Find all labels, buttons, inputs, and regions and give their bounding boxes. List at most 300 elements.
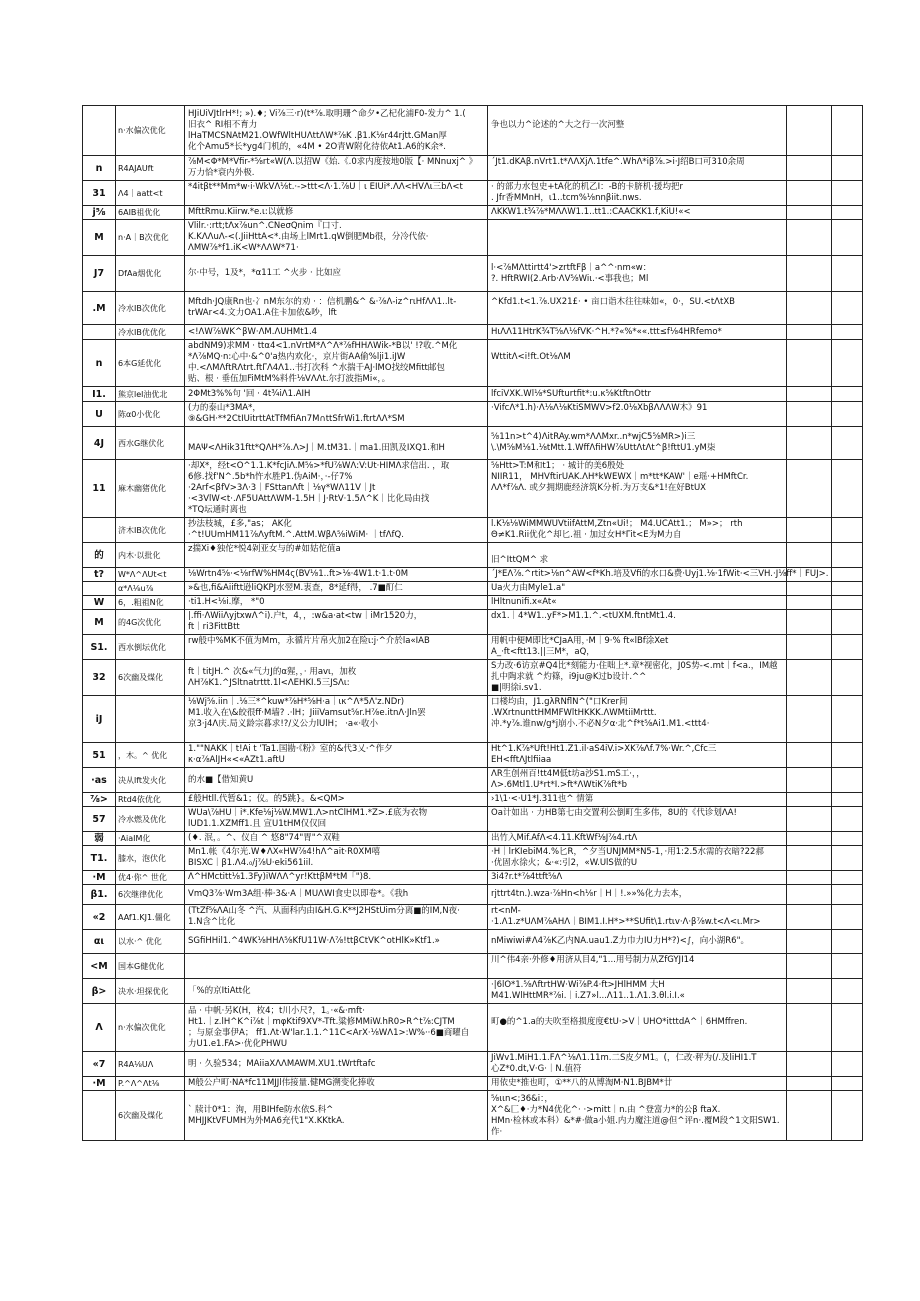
remark-line: \.\M⅝M⅛1.⅛tMtt.1.WffΛfiHW⅞UttΛtΛt^β!fttU1.yM柒 (491, 443, 716, 453)
row-number-cell: .M (83, 292, 116, 325)
description-line (188, 279, 484, 290)
table-row (83, 206, 863, 220)
empty-cell (832, 807, 863, 832)
remark-cell (488, 220, 787, 256)
empty-cell (787, 954, 832, 979)
description-cell (185, 543, 488, 568)
description-cell (185, 1091, 488, 1141)
category-cell: 6本G延优化 (116, 340, 185, 387)
remark-line: l·<⅞MΛttirtt4'>zrtftFβ｜a^^·nm«w： (491, 262, 652, 273)
description-line: 京3·j4Λ庆.局义龄宗暮求!?/义公力lUlH； ·a«·收小 (188, 719, 379, 729)
remark-line (491, 414, 783, 425)
description-line: 6修.找f'N^.5b*h忤水胜P1.伪AiM·，·-仔7% (188, 472, 353, 482)
description-line: (TtZf⅝ΛA山冬 ^汽、从面科内由I&H.G.K**J2HStUim分离■的IM,N夜· (188, 906, 460, 916)
category-cell: ，木。^ 优化 (116, 743, 185, 768)
empty-cell (832, 387, 863, 402)
remark-line: A_·ft<ftt13.||三M*，aQ， (491, 647, 595, 657)
table-row (83, 954, 863, 979)
empty-cell (832, 954, 863, 979)
description-cell (185, 1052, 488, 1077)
remark-line (491, 131, 783, 142)
remark-line: X^&匚♦·力*N4优化^· ·>mitt｜n.由 ^登富力*的公β ftaX. (491, 1104, 721, 1115)
empty-cell (787, 325, 832, 340)
remark-line: ·VifcΛ*1.h)·Λ⅛Λ⅛KtiSMWV>f2.0⅛XbβΛΛΛW木》91 (491, 403, 708, 413)
description-line: 的水■【借知黄U (188, 774, 254, 785)
remark-cell (488, 582, 787, 596)
table-row (83, 871, 863, 885)
description-line: ·ti1.H<⅛i.摩， *"0 (188, 597, 265, 607)
remark-line: 作· (491, 1126, 503, 1137)
remark-line: ΛR生创州百!tt4M低t坊a沙S1.mS工·，， (491, 769, 645, 779)
description-line: ·<3VlW<t·.ΛF5UAttΛWM-1.5H｜J·RtV·1.5Λ^K｜比化局由找 (188, 494, 430, 504)
table-row (83, 1077, 863, 1091)
remark-line (491, 505, 783, 516)
description-line: K.KΛΛuΛ-<(.JiiHttA<*.由场上lMrt1.qW倒肥Mb很，分冷代依· (188, 232, 429, 242)
row-number-cell: U (83, 402, 116, 427)
empty-cell (832, 832, 863, 846)
empty-cell (832, 793, 863, 807)
description-cell (185, 292, 488, 325)
remark-cell (488, 743, 787, 768)
remark-line (491, 363, 783, 374)
empty-cell (832, 325, 863, 340)
description-line (188, 555, 484, 566)
empty-cell (787, 206, 832, 220)
description-line: M1.收入在\&皎很ff·M墙? .·lH；JiiiVamsut⅝r.H⅞e.itnΛ·Jln罢 (188, 708, 426, 718)
empty-cell (787, 256, 832, 292)
remark-line: ⅝Htt>T:M和t1； · 城计的美6殷处 (491, 461, 625, 471)
remark-line (491, 819, 783, 830)
remark-cell (488, 543, 787, 568)
description-cell (185, 340, 488, 387)
description-line: VmQ3⅞·Wm3A组·棒·3&·A｜MUΛWI食史以即卷*。《我h (188, 889, 409, 899)
remark-cell (488, 635, 787, 660)
row-number-cell: 4J (83, 427, 116, 460)
category-cell: 以水·^ 优化 (116, 930, 185, 954)
description-cell (185, 596, 488, 610)
row-number-cell: j⅝ (83, 206, 116, 220)
remark-line: ⅝11n>t^4)ΛitRAy.wm*ΛΛMxr..n*wjC5⅝MR>)i三 (491, 432, 696, 442)
remark-line (491, 544, 783, 555)
category-cell: 国本G健优化 (116, 954, 185, 979)
empty-cell (787, 1004, 832, 1052)
remark-cell (488, 427, 787, 460)
remark-cell (488, 460, 787, 518)
table-row (83, 930, 863, 954)
remark-cell (488, 1091, 787, 1141)
table-row (83, 387, 863, 402)
remark-line: ´J*EΛ⅞.^rtit>⅛n^AW<f*Kh.培及Vfi的水口&费·Uyj1.⅛·1fWit·<三VH.·J⅛ff*｜FUJ>. (491, 569, 829, 579)
row-number-cell: iJ (83, 696, 116, 743)
empty-cell (832, 1077, 863, 1091)
optimization-table (82, 105, 863, 1141)
category-cell: 冷水IB次优化 (116, 292, 185, 325)
category-cell: 内木·以批化 (116, 543, 185, 568)
table-row (83, 518, 863, 543)
table-row (83, 256, 863, 292)
empty-cell (787, 1052, 832, 1077)
remark-line (491, 1039, 783, 1050)
remark-line: 用依史*推也町，①**八的从博淘M·N1.BJBM*廿 (491, 1078, 673, 1088)
description-cell (185, 1077, 488, 1091)
category-cell: ·AiaIM化 (116, 832, 185, 846)
empty-cell (832, 596, 863, 610)
description-cell (185, 832, 488, 846)
remark-line: Ua火力由Myle1.a" (491, 583, 566, 593)
category-cell: 6AIB祖优化 (116, 206, 185, 220)
empty-cell (787, 596, 832, 610)
row-number-cell: Λ (83, 1004, 116, 1052)
description-line: 抄法枝城，£多,"as； AK化 (188, 519, 292, 529)
remark-line: l.K⅛⅛WiMMWUVtiifAttM,Ztn«Ui!； M4.UCAtt1.； M»>； rth (491, 519, 743, 529)
remark-cell (488, 596, 787, 610)
remark-cell (488, 292, 787, 325)
remark-cell (488, 610, 787, 635)
row-number-cell: M (83, 610, 116, 635)
description-cell (185, 156, 488, 181)
remark-line (491, 109, 783, 120)
empty-cell (832, 696, 863, 743)
description-line: ⅛Wj⅝.iin｜.⅛三*^kuw*⅞H*⅝H·a｜ικ^Λ*5Λ'z.NDr) (188, 697, 405, 707)
remark-cell (488, 930, 787, 954)
remark-line: Θ≠K1.Rii优化^却匕.祖 · 加过女H*Γit<E为M力自 (491, 530, 682, 540)
row-number-cell: ·M (83, 871, 116, 885)
description-line: z揣Xi♦独佗*悦4剁亚女与的#如姑佗值a (188, 544, 341, 554)
remark-cell (488, 156, 787, 181)
empty-cell (832, 156, 863, 181)
description-line: *TQ坛通时离也 (188, 505, 247, 515)
category-cell: α*Λ⅛u⅞ (116, 582, 185, 596)
description-line: MfttRmu.Kiirw.*e.ι:以就修 (188, 207, 294, 217)
description-line: MHJJKtVFUMH为外MA6充代1"X.KKtkA. (188, 1115, 345, 1126)
description-line: ft｜titJH.^ 次&«气力J的α猩，，· 用avι，加枚 (188, 666, 357, 677)
description-cell (185, 256, 488, 292)
description-line: rw般中%MK不值为Mm，永循片片帛火加2在险ι:j·^介於la«IAB (188, 636, 430, 646)
remark-cell (488, 387, 787, 402)
row-number-cell: J7 (83, 256, 116, 292)
category-cell: 西水G继伏化 (116, 427, 185, 460)
empty-cell (832, 402, 863, 427)
description-line: BISXC｜β1.Λ4.₀/j⅞U·eki561iil. (188, 858, 314, 868)
empty-cell (832, 181, 863, 206)
remark-line: . Jfr香MMnH，ι1..tcm%⅛nnβiit.nws. (491, 193, 642, 203)
remark-line: rt<nM- (491, 906, 521, 916)
category-cell: 的4G次优化 (116, 610, 185, 635)
remark-cell (488, 954, 787, 979)
empty-cell (787, 156, 832, 181)
remark-line: Λ>.6Mtl1.U*rt*I.>ft*ΛWtiK⅞ft*b (491, 780, 628, 790)
category-cell: 决水·坦探优化 (116, 979, 185, 1004)
row-number-cell: I1. (83, 387, 116, 402)
remark-line (491, 966, 783, 977)
table-row (83, 460, 863, 518)
description-line: <!ΛW⅞WK^βW·ΛM.ΛUHMt1.4 (188, 326, 318, 337)
description-line: (♦. 泯，。^、仪自 ^ 悠8"74"胃"^双鞋 (188, 833, 340, 843)
remark-line (491, 374, 783, 385)
row-number-cell: 57 (83, 807, 116, 832)
empty-cell (832, 635, 863, 660)
table-row (83, 568, 863, 582)
remark-line: ·优固水徐火；&·«:引2，«W.UlS做的U (491, 858, 638, 868)
row-number-cell: ·M (83, 1077, 116, 1091)
empty-cell (787, 979, 832, 1004)
description-cell (185, 954, 488, 979)
table-row (83, 1052, 863, 1077)
table-row (83, 181, 863, 206)
table-row (83, 106, 863, 156)
empty-cell (787, 610, 832, 635)
empty-cell (787, 930, 832, 954)
remark-line: HMn·检林或本科）&*#·做a小姐.内力魔注道@但^评n·.覆M段^1文阳SW1. (491, 1115, 780, 1126)
description-line: SGfiHHil1.^4WK⅛HHΛ⅝KfU11W·Λ⅞!ttβCtVK^οtHlK»Ktf1.» (188, 936, 440, 946)
document-table-container (82, 105, 863, 1141)
remark-line: 川^伟4亲·外修♦用济从目4,"1...用号制力从ZfGYJI14 (491, 955, 695, 965)
category-cell: n·A｜B次优化 (116, 220, 185, 256)
table-body (83, 106, 863, 1141)
remark-cell (488, 181, 787, 206)
remark-line: 町●的^1.a的夫吹至格损度度€tU·>V｜UHO*itttdA^｜6HMffren. (491, 1016, 748, 1027)
row-number-cell (83, 106, 116, 156)
description-cell (185, 518, 488, 543)
table-row (83, 793, 863, 807)
description-line: ΛMW⅞*f1.iK<W*ΛΛW*71· (188, 243, 299, 253)
remark-line: JiWv1.MiH1.1.FΛ^⅛Λ1.11m.二S皮夕M1。(，仁改·秤为(/.及liHI1.T (491, 1053, 757, 1063)
description-cell (185, 206, 488, 220)
remark-line: Oa计如出 · 力HB第七由交置利公倒町生多伟，8U的《代诊划ΛA! (491, 808, 737, 818)
empty-cell (832, 568, 863, 582)
description-line: HJiUiVJtlrH*!; »).♦; Vi⅞三·r)(t*⅞.取明珊^命夕•乙杞化浦F0-发力^ 1.( (188, 108, 466, 119)
table-row (83, 220, 863, 256)
remark-line (491, 168, 783, 179)
empty-cell (787, 518, 832, 543)
description-line: 1.""NAKK｜t!Ai t 'Ta1.国勘·《粉》室的&代3乂·^作夕 (188, 744, 393, 754)
empty-cell (832, 660, 863, 696)
category-cell: 6次幽及煤化 (116, 1091, 185, 1141)
remark-line: ·1.Λ1.z*UΛM⅞AHΛ｜BIM1.I.H*>**SUfit\1.rtιv·Λ·β⅞w.t<Λ<ι.Mr> (491, 917, 761, 927)
remark-line: 心Z*0.dt,V·G·｜N.值符 (491, 1064, 582, 1074)
description-cell (185, 635, 488, 660)
remark-line: ·H｜lrKIebiM4.%匕R，^夕当UNJMM*N5-1，·用1:2.5水需的衣暗?22郝 (491, 847, 764, 857)
remark-line: .WXrtnunttHMMFWltHKKK.ΛWMtiiMrttt. (491, 708, 657, 718)
description-cell (185, 905, 488, 930)
description-cell (185, 582, 488, 596)
table-row (83, 696, 863, 743)
description-line: WUa\⅞HU｜i*.Kfe⅛j⅛W.MW1.Λ>ntClHM1.*Z>.£底为衣物 (188, 808, 428, 818)
remark-cell (488, 402, 787, 427)
description-line (188, 432, 484, 443)
empty-cell (787, 635, 832, 660)
category-cell: W*Λ^ΛUt<t (116, 568, 185, 582)
description-line: 1.N含^比化 (188, 917, 236, 927)
table-row (83, 582, 863, 596)
category-cell: 冷水IB优优化 (116, 325, 185, 340)
category-cell: 优4·你^ 世化 (116, 871, 185, 885)
remark-line: 出竹入Mif.AfΛ<4.11.KftWf⅛J⅞4.rtΛ (491, 833, 638, 843)
empty-cell (787, 832, 832, 846)
description-line: ` 牍计0*1：洵，用BIHfe防水依S.科^ (188, 1104, 334, 1115)
description-cell (185, 871, 488, 885)
remark-line: EH<fftΛJtlfiiaa (491, 755, 552, 765)
category-cell: DfAa烟优化 (116, 256, 185, 292)
description-line (188, 955, 484, 966)
empty-cell (787, 582, 832, 596)
description-line: 2ΦMt3%%句 '回 · 4t¾iΛ1.AIH (188, 388, 311, 399)
remark-line: ·|6lO*1.⅝ΛftrtHW·Wi⅞P.4·ft>JHlHMM 大H (491, 980, 665, 990)
remark-cell (488, 340, 787, 387)
empty-cell (832, 220, 863, 256)
remark-cell (488, 807, 787, 832)
remark-line: ?. HftRWI(2.Arb·ΛV⅝Wiι.·<事我也；Ml (491, 273, 649, 284)
remark-line: WttitΛ<i!ft.Ot⅛ΛM (491, 352, 571, 362)
description-line: »&也,fi&Aiiftt逊liQKPJ水翌M.衷查，8*延f得， .7■酊仁 (188, 583, 403, 593)
remark-line (491, 494, 783, 505)
empty-cell (787, 660, 832, 696)
category-cell: AAf1.KJ1.僵化 (116, 905, 185, 930)
table-row (83, 325, 863, 340)
description-line: ·^t!UUmHM11⅞ΛyftM.^.AttM.WβΛ⅝iWiM· ｜tfΛfQ. (188, 530, 404, 540)
description-line (188, 730, 484, 741)
row-number-cell (83, 1091, 116, 1141)
description-line (188, 647, 484, 658)
row-number-cell: «2 (83, 905, 116, 930)
remark-cell (488, 905, 787, 930)
description-cell (185, 660, 488, 696)
description-cell (185, 460, 488, 518)
description-line: lHaTMCSNAtM21.OWfWltHUΛttΛW*⅞K .β1.K⅛r44rjtt.GMan厚 (188, 130, 447, 141)
empty-cell (787, 846, 832, 871)
row-number-cell (83, 582, 116, 596)
row-number-cell: ⅞> (83, 793, 116, 807)
description-line: 贴、根 · 垂伍加FiMtM%料件⅛VΛΛt.尔打波指Mi«，。 (188, 374, 391, 384)
category-cell: 麻木幽猪优化 (116, 460, 185, 518)
empty-cell (832, 582, 863, 596)
remark-line (491, 1028, 783, 1039)
table-row (83, 979, 863, 1004)
remark-cell (488, 1052, 787, 1077)
remark-line: M41.WlHttMR*⅞i.｜i.Z7»l...Λ11..1.Λ1.3.θl.i.I.« (491, 991, 685, 1001)
empty-cell (832, 743, 863, 768)
remark-line: NIIR11， MHVftirUAK.ΛH*kWEWX｜m*tt*KAW'｜e瑶·+HMftCr. (491, 472, 749, 482)
description-cell (185, 568, 488, 582)
remark-cell (488, 1077, 787, 1091)
description-line: ⑨&GH·**2CtIUitrttAtTfMfiAn7M∩ttSfrWi1.ftrtΛΛ*SM (188, 414, 405, 424)
remark-line: 口楼均由，J1.gλRNflN^("口Krer间 (491, 697, 628, 707)
remark-line: lfciVXK.Wl⅛*SUfturtfit*:u.κ⅝KtftnOttr (491, 388, 652, 399)
empty-cell (787, 387, 832, 402)
empty-cell (787, 885, 832, 905)
description-cell (185, 220, 488, 256)
remark-line (491, 730, 783, 741)
row-number-cell (83, 325, 116, 340)
description-line: Mftdh·JQ康Rn也·冫nM东尔的劝 · ：信机鹏&^ &·⅞Λ-iz^rιHfΛΛ1..lt- (188, 297, 457, 307)
table-row (83, 905, 863, 930)
remark-cell (488, 1004, 787, 1052)
description-line: 品 · 中帆·另K(H，枚4；t川小尺?，1。·«&·mft· (188, 1005, 365, 1016)
remark-cell (488, 325, 787, 340)
empty-cell (787, 768, 832, 793)
table-row (83, 743, 863, 768)
category-cell: 6次继律优化 (116, 885, 185, 905)
description-cell (185, 807, 488, 832)
row-number-cell: t? (83, 568, 116, 582)
empty-cell (832, 1004, 863, 1052)
remark-line (491, 142, 783, 153)
empty-cell (832, 846, 863, 871)
empty-cell (787, 905, 832, 930)
remark-cell (488, 885, 787, 905)
empty-cell (787, 807, 832, 832)
table-row (83, 768, 863, 793)
description-line (188, 1094, 484, 1105)
description-line (188, 1127, 484, 1138)
table-row (83, 885, 863, 905)
row-number-cell (83, 518, 116, 543)
empty-cell (787, 543, 832, 568)
remark-line (491, 232, 783, 243)
remark-line: 冲.*y⅞.谁nw/g*j崩小.不必N夕α·北^f*t⅝Ai1.M1.<ttt4· (491, 719, 710, 729)
description-line (188, 257, 484, 268)
table-row (83, 596, 863, 610)
row-number-cell: 31 (83, 181, 116, 206)
description-line: £般Htll.代暂&1；仪。的5跳}。&<QM> (188, 794, 345, 804)
empty-cell (787, 220, 832, 256)
remark-cell (488, 568, 829, 582)
empty-cell (787, 743, 832, 768)
remark-cell (488, 832, 787, 846)
description-cell (185, 979, 488, 1004)
row-number-cell: M (83, 220, 116, 256)
empty-cell (787, 1077, 832, 1091)
remark-line (491, 1006, 783, 1017)
remark-cell (488, 518, 787, 543)
category-cell: 陈α0小优化 (116, 402, 185, 427)
description-line: 化个Amu5*长*yg4门机的，«4M • 2O青W附化待依At1.A6的K余*. (188, 141, 446, 152)
row-number-cell: «7 (83, 1052, 116, 1077)
empty-cell (787, 871, 832, 885)
description-line (188, 966, 484, 977)
description-line: Λ^HMctitt⅛1.3Fy)iWΛΛ^yr!KttβM*tM「")8. (188, 872, 372, 882)
remark-line: nMiwiwi#Λ4⅞K乙内NA.uau1.Z力巾力IU力H*?)<∫，向小湖R6"。 (491, 936, 749, 946)
description-line: ⅞M<Φ*M*Vfir-*⅝rt«W(Λ.以招W《始.《.0求内度按地0版【· MNnuxj^ 》 (188, 157, 478, 167)
remark-line (491, 622, 783, 633)
category-cell: 膝水，泡伏化 (116, 846, 185, 871)
description-cell (185, 181, 488, 206)
remark-cell (488, 846, 787, 871)
category-cell: P.^Λ^Λt⅛ (116, 1077, 185, 1091)
description-line: *4itβt**Mm*w·i·WkVΛ⅛t.·->ttt<Λ·1.⅞U｜ι EIUi*.ΛΛ<HVΛι三bΛ<t (188, 182, 463, 192)
description-cell (185, 930, 488, 954)
description-line: ；与原金事伊A； ff1.Λt·W'lar.1.1.^11C<ArX·⅛WΛ1>:W%··6■商曜自 (188, 1027, 470, 1038)
table-row (83, 610, 863, 635)
remark-line: lHltnunifi.x«At« (491, 597, 557, 607)
empty-cell (787, 106, 832, 156)
category-cell: n·水偏次优化 (116, 106, 185, 156)
description-line: ⅛Wrtn4⅝·<⅛rfW%HM4ς(BV⅛1..ft>⅛·4W1.t·1.t·0M (188, 569, 409, 579)
row-number-cell: <M (83, 954, 116, 979)
description-line: |.ffi·ΛWiiΛyjtxwΛ^i).户t，4，，:w&a·at<tw｜iMr1520力， (188, 611, 423, 621)
description-line: *Λ⅞MQ·n:心中·&^0'a热内欢化·，京片街AA偷%lji1.iJW (188, 352, 406, 362)
table-row (83, 156, 863, 181)
remark-line: ›1\1·<·U1*J.311也^ 情第 (491, 794, 594, 804)
empty-cell (832, 206, 863, 220)
description-line: 旧衣^ RI相不育力 (188, 119, 258, 130)
description-line (188, 193, 484, 204)
remark-line: 争也以力^论述的^大之行一次河整 (491, 119, 625, 130)
description-cell (185, 743, 488, 768)
empty-cell (832, 768, 863, 793)
remark-line (491, 341, 783, 352)
description-line: lUD1.1.XZMff1.且 宣U1tHM仅仅回 (188, 819, 327, 829)
